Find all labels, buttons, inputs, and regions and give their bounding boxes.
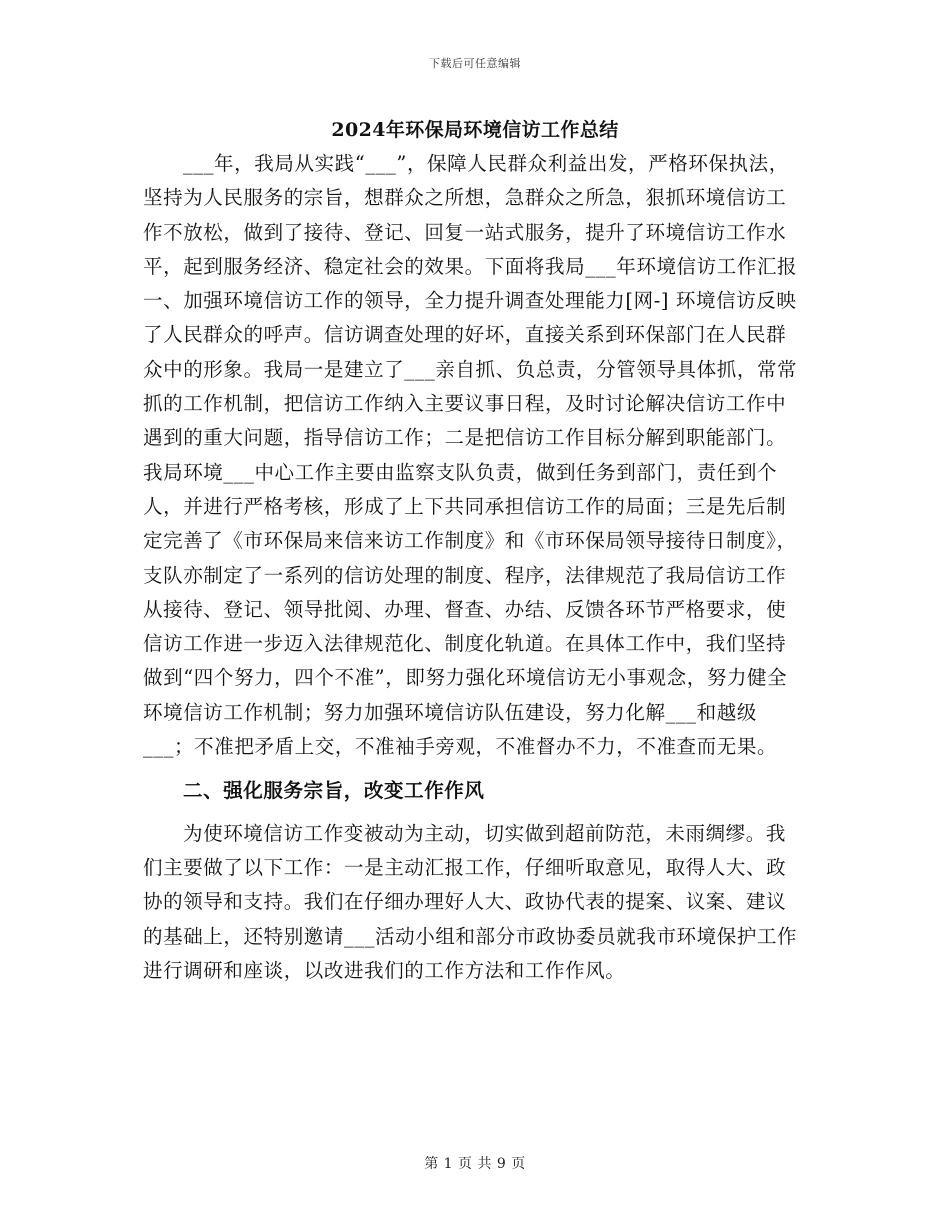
document-body xyxy=(143,147,798,988)
section-heading-2: 二、强化服务宗旨，改变工作作风 xyxy=(183,779,485,803)
body-paragraph-2: 为使环境信访工作变被动为主动，切实做到超前防范，未雨绸缪。我们主要做了以下工作：一是主动汇报工作，仔细听取意见，取得人大、政协的领导和支持。我们在仔细办理好人大、政协代表的提案、议案、建议的基础上，还特别邀请___活动小组和部分市政协委员就我市环境保护工作进行调研和座谈，以改进我们的工作方法和工作作风。 xyxy=(143,821,798,982)
body-paragraph-1: ___年，我局从实践“___”，保障人民群众利益出发，严格环保执法，坚持为人民服务的宗旨，想群众之所想，急群众之所急，狠抓环境信访工作不放松，做到了接待、登记、回复一站式服务，提升了环境信访工作水平，起到服务经济、稳定社会的效果。下面将我局___年环境信访工作汇报 一、加强环境信访工作的领导，全力提升调查处理能力[网-] 环境信访反映了人民群众的呼声。信访调查处理的好坏，直接关系到环保部门在人民群众中的形象。我局一是建立了___亲自抓、负总责，分管领导具体抓，常常抓的工作机制，把信访工作纳入主要议事日程，及时讨论解决信访工作中遇到的重大问题，指导信访工作；二是把信访工作目标分解到职能部门。我局环境___中心工作主要由监察支队负责，做到任务到部门，责任到个人，并进行严格考核，形成了上下共同承担信访工作的局面；三是先后制定完善了《市环保局来信来访工作制度》和《市环保局领导接待日制度》，支队亦制定了一系列的信访处理的制度、程序，法律规范了我局信访工作从接待、登记、领导批阅、办理、督查、办结、反馈各环节严格要求，使信访工作进一步迈入法律规范化、制度化轨道。在具体工作中，我们坚持做到“四个努力，四个不准”，即努力强化环境信访无小事观念，努力健全环境信访工作机制；努力加强环境信访队伍建设，努力化解___和越级___；不准把矛盾上交，不准袖手旁观，不准督办不力，不准查而无果。 xyxy=(143,152,798,759)
document-title: 2024年环保局环境信访工作总结 xyxy=(331,119,619,141)
header-note: 下载后可任意编辑 xyxy=(429,57,521,70)
page-footer: 第 1 页 共 9 页 xyxy=(424,1156,526,1172)
